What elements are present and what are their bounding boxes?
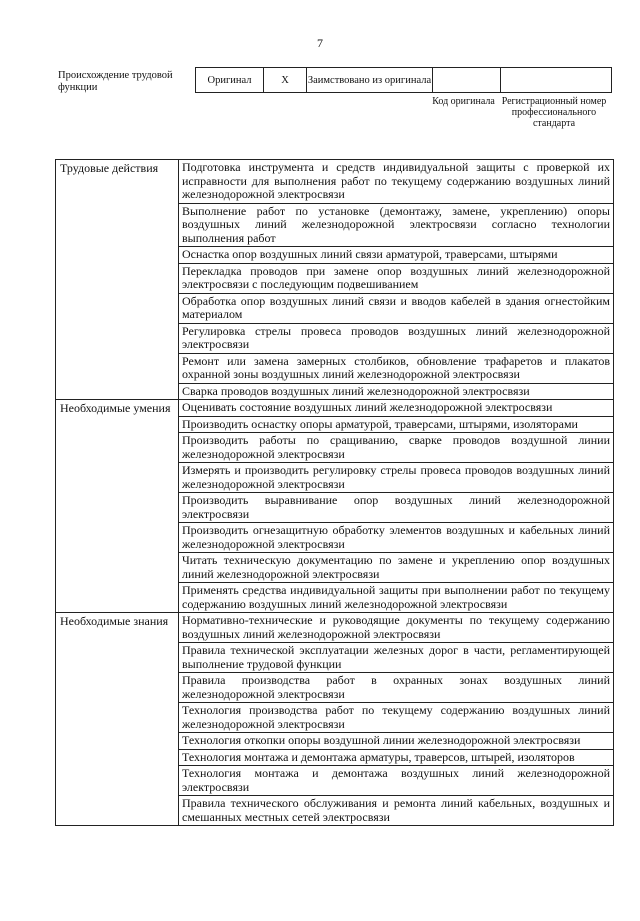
- borrowed-cell: Заимствовано из оригинала: [307, 68, 433, 93]
- section-item: Ремонт или замена замерных столбиков, обновление трафаретов и плакатов охранной зоны воздушных линий железнодорожной электросвязи: [179, 353, 614, 383]
- section-item: Сварка проводов воздушных линий железнодорожной электросвязи: [179, 383, 614, 400]
- section-item: Технология монтажа и демонтажа арматуры, траверсов, штырей, изоляторов: [179, 749, 614, 766]
- section-item: Технология монтажа и демонтажа воздушных линий железнодорожной электросвязи: [179, 766, 614, 796]
- section-item: Обработка опор воздушных линий связи и вводов кабелей в здания огнестойким материалом: [179, 293, 614, 323]
- code-cell: [433, 68, 501, 93]
- table-row: [56, 613, 614, 643]
- section-title: Необходимые знания: [56, 613, 179, 826]
- origin-label: Происхождение трудовой функции: [58, 70, 173, 93]
- section-item: Производить огнезащитную обработку элементов воздушных и кабельных линий железнодорожной электросвязи: [179, 523, 614, 553]
- reg-number-label: Регистрационный номер профессионального стандарта: [501, 96, 607, 129]
- section-item: Выполнение работ по установке (демонтажу, замене, укреплению) опоры воздушных линий железнодорожной электросвязи согласно технологии выполнения работ: [179, 203, 614, 247]
- section-item: Производить выравнивание опор воздушных линий железнодорожной электросвязи: [179, 493, 614, 523]
- section-item: Нормативно-технические и руководящие документы по текущему содержанию воздушных линий железнодорожной электросвязи: [179, 613, 614, 643]
- page-number: 7: [317, 36, 323, 50]
- section-item: Читать техническую документацию по замене и укреплению опор воздушных линий железнодорожной электросвязи: [179, 553, 614, 583]
- section-item: Производить оснастку опоры арматурой, траверсами, штырями, изоляторами: [179, 416, 614, 433]
- section-item: Измерять и производить регулировку стрелы провеса проводов воздушных линий железнодорожной электросвязи: [179, 463, 614, 493]
- reg-number-cell: [501, 68, 612, 93]
- section-item: Оснастка опор воздушных линий связи арматурой, траверсами, штырями: [179, 247, 614, 264]
- section-item: Перекладка проводов при замене опор воздушных линий железнодорожной электросвязи с последующим подвешиванием: [179, 263, 614, 293]
- section-item: Правила технической эксплуатации железных дорог в части, регламентирующей выполнение трудовой функции: [179, 643, 614, 673]
- section-item: Подготовка инструмента и средств индивидуальной защиты с проверкой их исправности для выполнения работ по текущему содержанию воздушных линий железнодорожной электросвязи: [179, 160, 614, 204]
- original-cell: Оригинал: [196, 68, 264, 93]
- table-row: [56, 160, 614, 204]
- section-item: Правила технического обслуживания и ремонта линий кабельных, воздушных и смешанных местных сетей электросвязи: [179, 796, 614, 826]
- table-row: [56, 400, 614, 417]
- section-item: Технология производства работ по текущему содержанию воздушных линий железнодорожной электросвязи: [179, 703, 614, 733]
- section-title: Трудовые действия: [56, 160, 179, 400]
- section-item: Применять средства индивидуальной защиты при выполнении работ по текущему содержанию воздушных линий железнодорожной электросвязи: [179, 583, 614, 613]
- section-item: Технология откопки опоры воздушной линии железнодорожной электросвязи: [179, 733, 614, 750]
- origin-table: [195, 67, 612, 93]
- section-item: Оценивать состояние воздушных линий железнодорожной электросвязи: [179, 400, 614, 417]
- section-item: Регулировка стрелы провеса проводов воздушных линий железнодорожной электросвязи: [179, 323, 614, 353]
- section-item: Правила производства работ в охранных зонах воздушных линий железнодорожной электросвязи: [179, 673, 614, 703]
- section-item: Производить работы по сращиванию, сварке проводов воздушной линии железнодорожной электросвязи: [179, 433, 614, 463]
- section-title: Необходимые умения: [56, 400, 179, 613]
- code-label: Код оригинала: [432, 96, 495, 107]
- original-mark: X: [264, 68, 307, 93]
- labor-function-table: [55, 159, 614, 826]
